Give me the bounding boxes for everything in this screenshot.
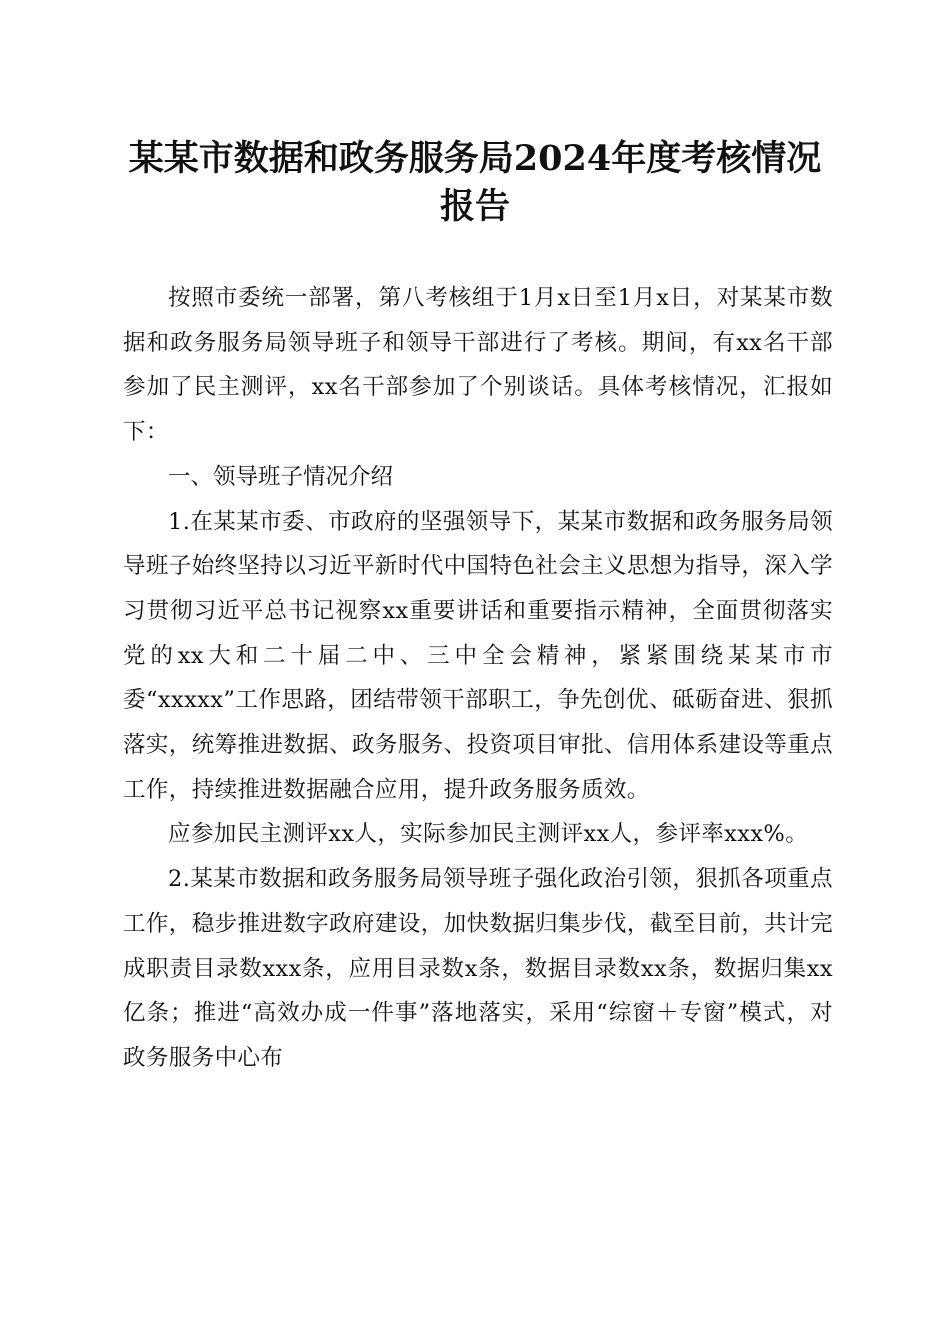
intro-paragraph: 按照市委统一部署，第八考核组于1月x日至1月x日，对某某市数据和政务服务局领导班子和领导干部进行了考核。期间，有xx名干部参加了民主测评，xx名干部参加了个别谈话。具体考核情况，汇报如下： (123, 285, 833, 446)
document-title-line-1: 某某市数据和政务服务局2024年度考核情况 (128, 138, 822, 179)
paragraph-item-2: 2.某某市数据和政务服务局领导班子强化政治引领，狠抓各项重点工作，稳步推进数字政府建设，加快数据归集步伐，截至目前，共计完成职责目录数xxx条，应用目录数x条，数据目录数xx条，数据归集xx亿条；推进“高效办成一件事”落地落实，采用“综窗＋专窗”模式，对政务服务中心布 (123, 866, 833, 1071)
section-heading: 一、领导班子情况介绍 (168, 463, 394, 490)
participation-paragraph: 应参加民主测评xx人，实际参加民主测评xx人，参评率xxx%。 (168, 821, 809, 848)
paragraph-item-1: 1.在某某市委、市政府的坚强领导下，某某市数据和政务服务局领导班子始终坚持以习近平新时代中国特色社会主义思想为指导，深入学习贯彻习近平总书记视察xx重要讲话和重要指示精神，全面贯彻落实党的xx大和二十届二中、三中全会精神，紧紧围绕某某市市委“xxxxx”工作思路，团结带领干部职工，争先创优、砥砺奋进、狠抓落实，统筹推进数据、政务服务、投资项目审批、信用体系建设等重点工作，持续推进数据融合应用，提升政务服务质效。 (123, 508, 833, 803)
document-title-line-2: 报告 (439, 186, 510, 227)
document-body (123, 276, 833, 1081)
